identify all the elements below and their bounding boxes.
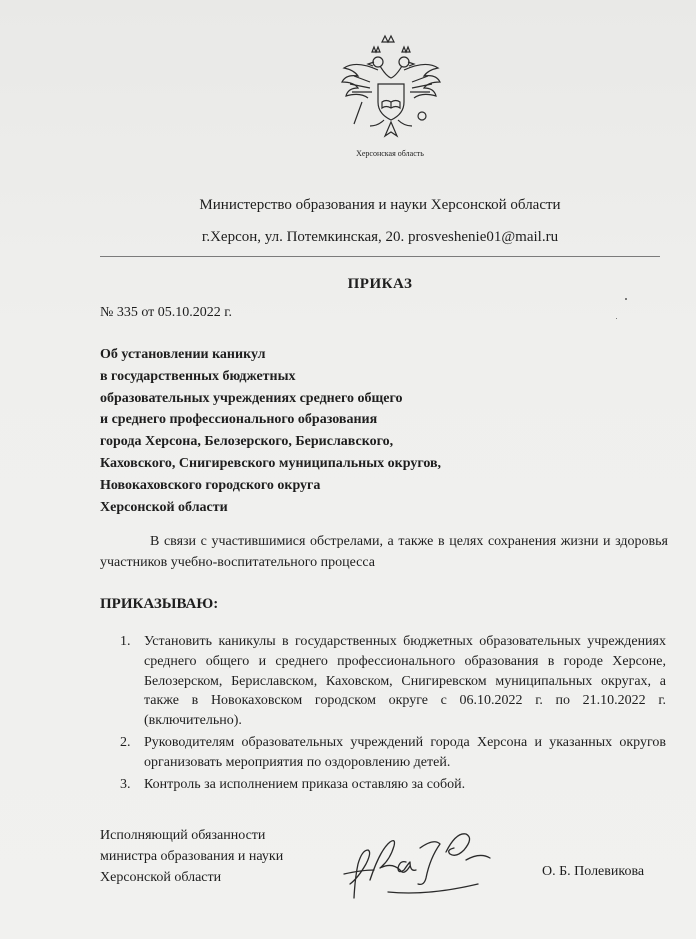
scan-speck <box>616 318 617 319</box>
subject-line: образовательных учреждениях среднего общего <box>100 390 403 406</box>
signer-position-line: Херсонской области <box>100 870 222 885</box>
clause-number: 1. <box>120 634 131 649</box>
subject-line: и среднего профессионального образования <box>100 412 378 428</box>
order-heading: ПРИКАЗЫВАЮ: <box>100 596 219 612</box>
order-number: № 335 от 05.10.2022 г. <box>100 305 232 320</box>
clause-number: 3. <box>120 776 131 792</box>
clause-text: Руководителям образовательных учреждений города Херсона и указанных округов организовать мероприятия по оздоровлению детей. <box>144 734 666 770</box>
subject-line: Херсонской области <box>100 499 228 515</box>
scan-speck <box>625 298 627 300</box>
subject-line: в государственных бюджетных <box>100 368 296 384</box>
signer-position-line: Исполняющий обязанности <box>100 828 266 843</box>
handwritten-signature <box>340 822 540 904</box>
clause-text: Установить каникулы в государственных бюджетных образовательных учреждениях среднего общего и среднего профессионального образования в городе Херсоне, Белозерском, Бериславском, Каховском, Снигиревском муниципальных округах, а также в Новокаховском городском округе с 06.10.2022 г. по 21.10.2022 г. (включительно). <box>144 634 666 729</box>
letterhead-divider <box>100 256 660 257</box>
order-subject <box>100 344 530 518</box>
clause-text: Контроль за исполнением приказа оставляю за собой. <box>144 776 466 792</box>
signer-position <box>100 825 283 888</box>
order-clauses <box>120 632 666 796</box>
clause-number: 2. <box>120 734 131 750</box>
signer-name: О. Б. Полевикова <box>542 864 645 879</box>
clause-item <box>120 733 666 773</box>
document-title: ПРИКАЗ <box>347 276 413 292</box>
subject-line: Новокаховского городского округа <box>100 477 321 493</box>
emblem-caption: Херсонская область <box>356 149 424 158</box>
preamble: В связи с участившимися обстрелами, а также в целях сохранения жизни и здоровья участников учебно-воспитательного процесса <box>100 534 668 570</box>
subject-line: Каховского, Снигиревского муниципальных округов, <box>100 455 442 471</box>
ministry-name: Министерство образования и науки Херсонской области <box>199 197 561 213</box>
clause-item <box>120 632 666 731</box>
clause-item <box>120 775 666 795</box>
signer-position-line: министра образования и науки <box>100 849 284 864</box>
subject-line: города Херсона, Белозерского, Бериславского, <box>100 434 394 450</box>
subject-line: Об установлении каникул <box>100 347 266 362</box>
ministry-address: г.Херсон, ул. Потемкинская, 20. prosveshenie01@mail.ru <box>201 229 559 245</box>
double-headed-eagle-emblem <box>338 32 444 152</box>
